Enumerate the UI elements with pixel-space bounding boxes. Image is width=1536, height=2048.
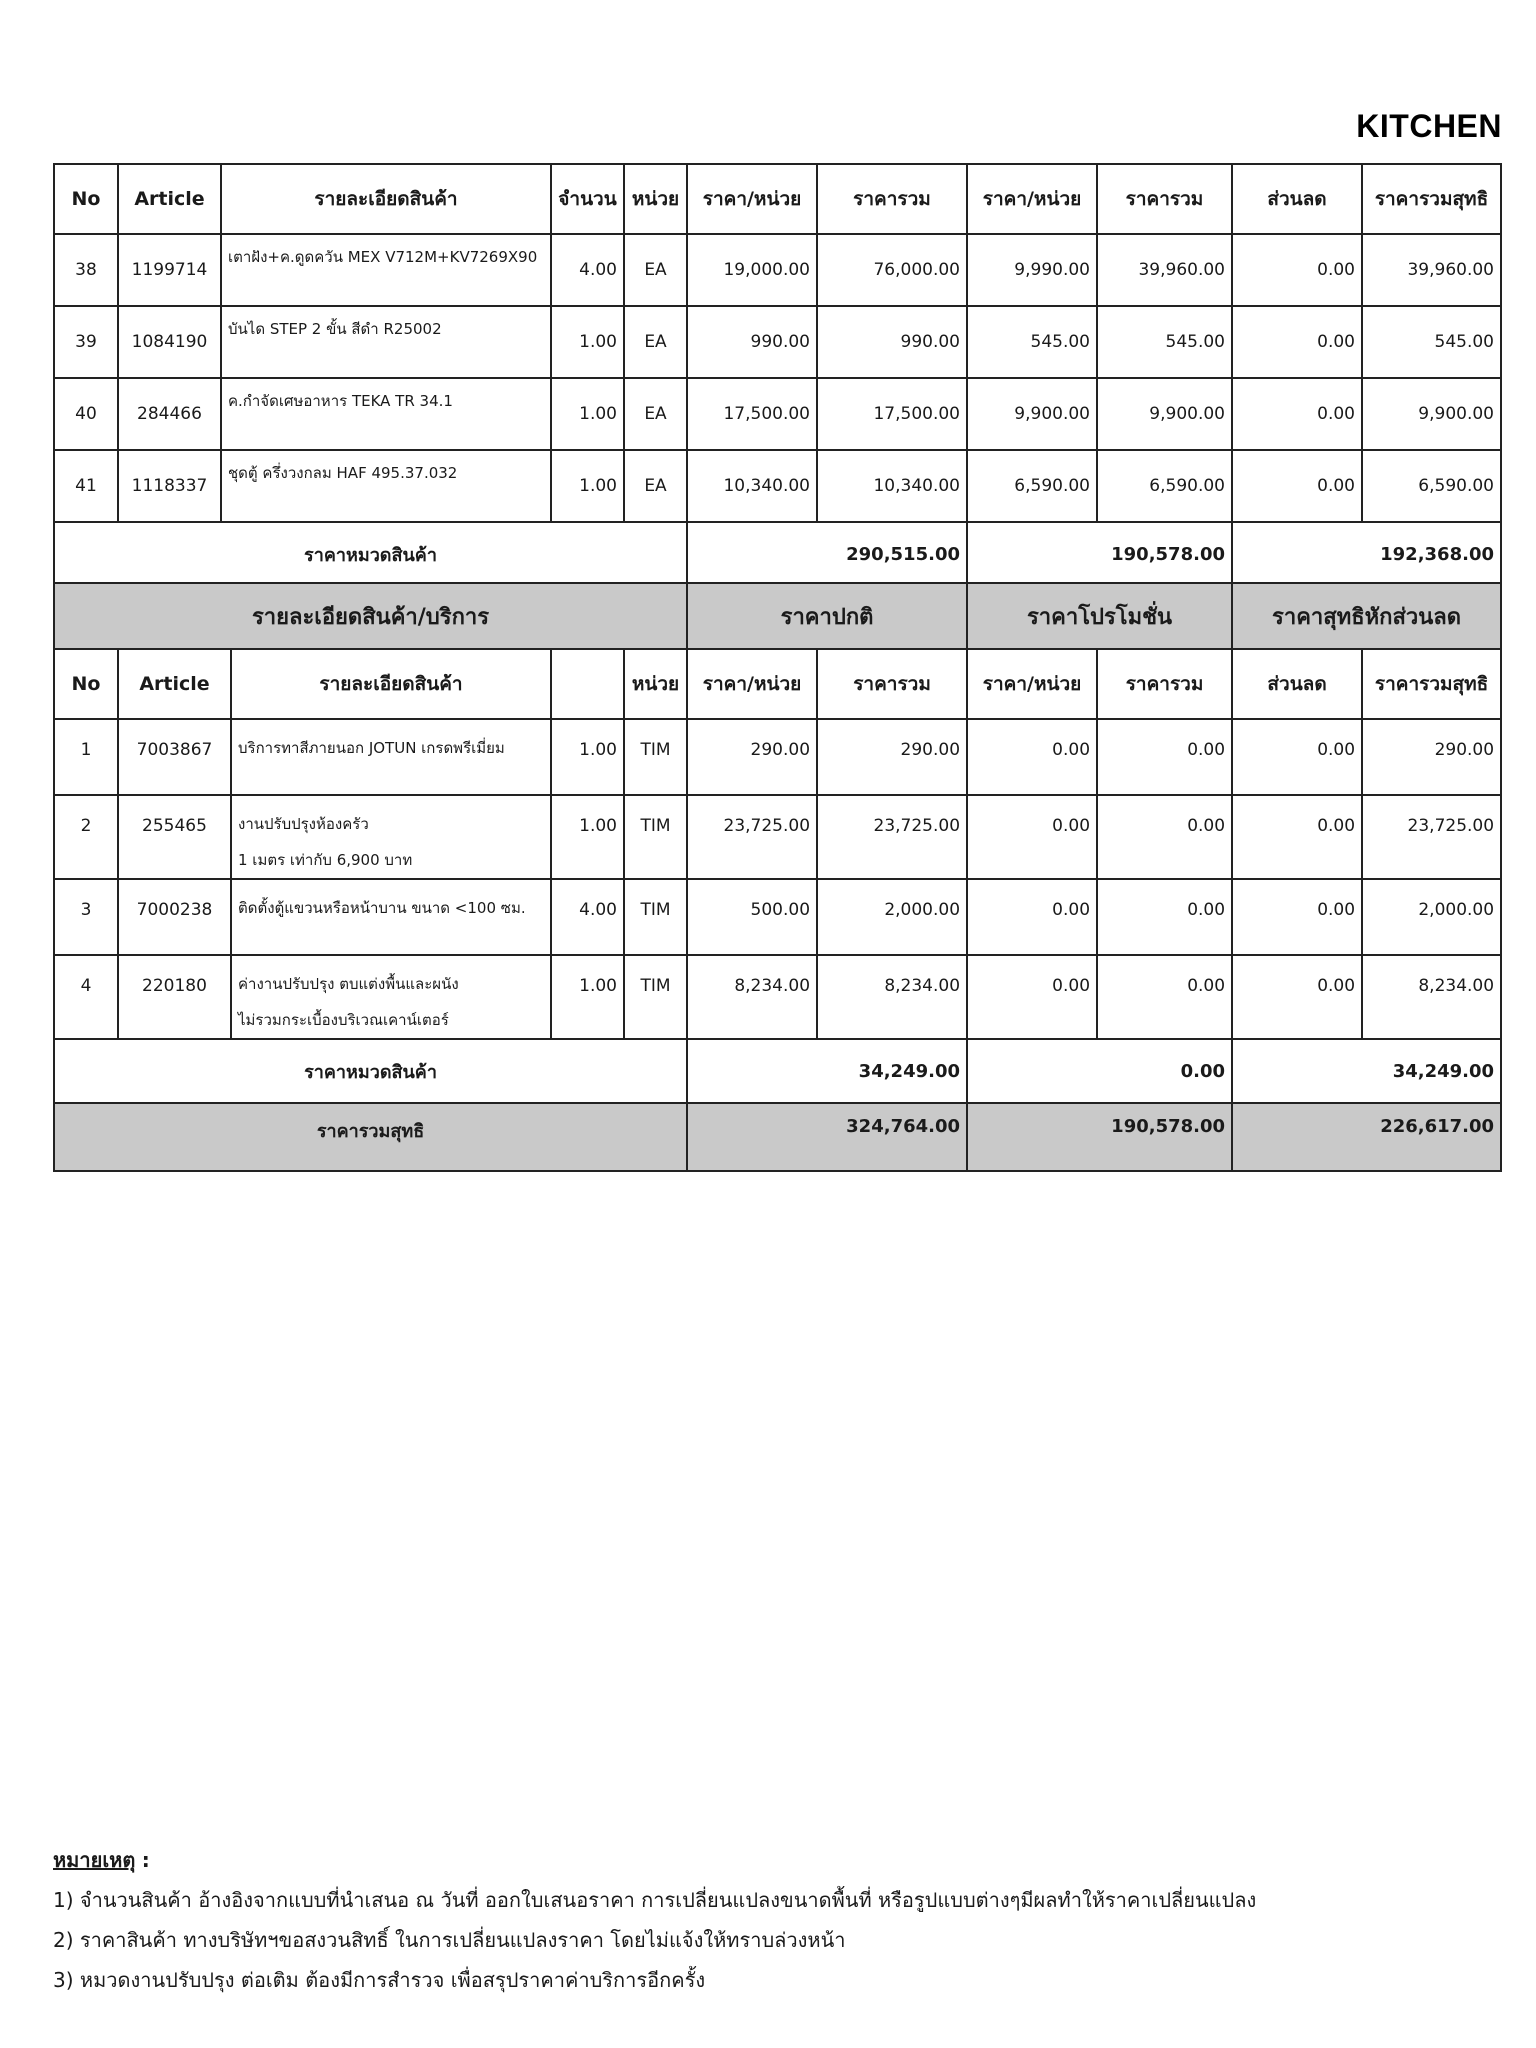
table-row: [54, 719, 1501, 795]
header-cell: ราคารวมสุทธิ: [1362, 164, 1501, 234]
cell-unit-price: 23,725.00: [687, 795, 817, 879]
product-table: [53, 163, 1502, 587]
cell-unit: EA: [624, 378, 687, 450]
cell-desc: ชุดตู้ ครึ่งวงกลม HAF 495.37.032: [221, 450, 551, 522]
note-item: 2) ราคาสินค้า ทางบริษัทฯขอสงวนสิทธิ์ ในการเปลี่ยนแปลงราคา โดยไม่แจ้งให้ทราบล่วงหน้า: [53, 1928, 846, 1952]
header-cell: จำนวน: [551, 164, 624, 234]
header-cell: ราคารวม: [1097, 164, 1232, 234]
note-item: 1) จำนวนสินค้า อ้างอิงจากแบบที่นำเสนอ ณ วันที่ ออกใบเสนอราคา การเปลี่ยนแปลงขนาดพื้นที่ หรือรูปแบบต่างๆมีผลทำให้ราคาเปลี่ยนแปลง: [53, 1888, 1257, 1912]
cell-qty: 1.00: [551, 450, 624, 522]
cell-promo-total: 39,960.00: [1097, 234, 1232, 306]
grand-total: 324,764.00: [687, 1103, 967, 1171]
header-cell: ราคา/หน่วย: [967, 164, 1097, 234]
cell-unit: EA: [624, 306, 687, 378]
table-row: [54, 879, 1501, 955]
notes-heading: หมายเหตุ: [53, 1848, 136, 1872]
group-header-regular: ราคาปกติ: [687, 583, 967, 649]
grand-promo: 190,578.00: [967, 1103, 1232, 1171]
cell-discount: 0.00: [1232, 450, 1362, 522]
cell-net: 23,725.00: [1362, 795, 1501, 879]
cell-promo-unit: 545.00: [967, 306, 1097, 378]
header-cell: รายละเอียดสินค้า: [221, 164, 551, 234]
cell-promo-unit: 0.00: [967, 879, 1097, 955]
cell-article: 284466: [118, 378, 221, 450]
cell-article: 220180: [118, 955, 231, 1039]
grand-net: 226,617.00: [1232, 1103, 1501, 1171]
table-header-row: [54, 164, 1501, 234]
subtotal-net: 34,249.00: [1232, 1039, 1501, 1103]
subtotal-total: 290,515.00: [687, 522, 967, 586]
cell-desc: [231, 795, 551, 879]
subtotal-row: [54, 522, 1501, 586]
cell-promo-total: 0.00: [1097, 879, 1232, 955]
desc-line: บริการทาสีภายนอก JOTUN เกรดพรีเมี่ยม: [238, 739, 505, 757]
cell-unit-price: 10,340.00: [687, 450, 817, 522]
cell-promo-total: 545.00: [1097, 306, 1232, 378]
cell-promo-total: 6,590.00: [1097, 450, 1232, 522]
cell-total: 2,000.00: [817, 879, 967, 955]
cell-discount: 0.00: [1232, 234, 1362, 306]
subtotal-net: 192,368.00: [1232, 522, 1501, 586]
cell-total: 23,725.00: [817, 795, 967, 879]
cell-promo-total: 0.00: [1097, 955, 1232, 1039]
grand-total-row: [54, 1103, 1501, 1171]
cell-no: 38: [54, 234, 118, 306]
cell-desc: [231, 879, 551, 955]
cell-no: 41: [54, 450, 118, 522]
cell-qty: 4.00: [551, 879, 624, 955]
cell-total: 290.00: [817, 719, 967, 795]
cell-promo-unit: 0.00: [967, 795, 1097, 879]
subtotal-promo: 0.00: [967, 1039, 1232, 1103]
header-cell: Article: [118, 649, 231, 719]
cell-desc: บันได STEP 2 ขั้น สีดำ R25002: [221, 306, 551, 378]
header-cell: No: [54, 649, 118, 719]
cell-no: 39: [54, 306, 118, 378]
cell-unit-price: 8,234.00: [687, 955, 817, 1039]
subtotal-total: 34,249.00: [687, 1039, 967, 1103]
table-row: [54, 955, 1501, 1039]
header-cell: Article: [118, 164, 221, 234]
subtotal-row: [54, 1039, 1501, 1103]
cell-qty: 1.00: [551, 955, 624, 1039]
group-header-row: [54, 583, 1501, 649]
cell-no: 40: [54, 378, 118, 450]
header-cell: ราคารวม: [817, 164, 967, 234]
cell-unit-price: 500.00: [687, 879, 817, 955]
subtotal-label: ราคาหมวดสินค้า: [54, 522, 687, 586]
cell-net: 9,900.00: [1362, 378, 1501, 450]
grand-total-label: ราคารวมสุทธิ: [54, 1103, 687, 1171]
desc-line-2: ไม่รวมกระเบื้องบริเวณเคาน์เตอร์: [238, 1011, 449, 1029]
subtotal-label: ราคาหมวดสินค้า: [54, 1039, 687, 1103]
cell-article: 1084190: [118, 306, 221, 378]
cell-qty: 1.00: [551, 719, 624, 795]
header-cell: [551, 649, 624, 719]
cell-qty: 1.00: [551, 306, 624, 378]
cell-promo-total: 9,900.00: [1097, 378, 1232, 450]
table-row: [54, 234, 1501, 306]
group-header-desc: รายละเอียดสินค้า/บริการ: [54, 583, 687, 649]
cell-no: 1: [54, 719, 118, 795]
cell-net: 2,000.00: [1362, 879, 1501, 955]
note-item: 3) หมวดงานปรับปรุง ต่อเติม ต้องมีการสำรวจ เพื่อสรุปราคาค่าบริการอีกครั้ง: [53, 1968, 706, 1992]
cell-article: 7000238: [118, 879, 231, 955]
cell-unit-price: 17,500.00: [687, 378, 817, 450]
cell-discount: 0.00: [1232, 955, 1362, 1039]
desc-line-2: 1 เมตร เท่ากับ 6,900 บาท: [238, 851, 413, 869]
cell-total: 10,340.00: [817, 450, 967, 522]
cell-total: 8,234.00: [817, 955, 967, 1039]
cell-promo-unit: 0.00: [967, 955, 1097, 1039]
cell-net: 39,960.00: [1362, 234, 1501, 306]
table-row: [54, 378, 1501, 450]
subtotal-promo: 190,578.00: [967, 522, 1232, 586]
cell-promo-unit: 0.00: [967, 719, 1097, 795]
cell-desc: เตาฝัง+ค.ดูดควัน MEX V712M+KV7269X90: [221, 234, 551, 306]
desc-line: งานปรับปรุงห้องครัว: [238, 815, 369, 833]
cell-promo-unit: 6,590.00: [967, 450, 1097, 522]
group-header-promo: ราคาโปรโมชั่น: [967, 583, 1232, 649]
cell-desc: [231, 955, 551, 1039]
cell-qty: 1.00: [551, 378, 624, 450]
header-cell: ราคา/หน่วย: [687, 649, 817, 719]
cell-unit: TIM: [624, 795, 687, 879]
cell-total: 990.00: [817, 306, 967, 378]
table-row: [54, 306, 1501, 378]
service-table: [53, 582, 1502, 1172]
cell-unit-price: 19,000.00: [687, 234, 817, 306]
group-header-net: ราคาสุทธิหักส่วนลด: [1232, 583, 1501, 649]
table-row: [54, 450, 1501, 522]
cell-net: 6,590.00: [1362, 450, 1501, 522]
cell-promo-total: 0.00: [1097, 719, 1232, 795]
cell-qty: 1.00: [551, 795, 624, 879]
desc-line: ติดตั้งตู้แขวนหรือหน้าบาน ขนาด <100 ซม.: [238, 899, 526, 917]
cell-no: 4: [54, 955, 118, 1039]
header-cell: หน่วย: [624, 649, 687, 719]
table-row: [54, 795, 1501, 879]
cell-article: 1118337: [118, 450, 221, 522]
cell-promo-unit: 9,990.00: [967, 234, 1097, 306]
cell-net: 545.00: [1362, 306, 1501, 378]
cell-discount: 0.00: [1232, 879, 1362, 955]
header-cell: ราคารวม: [1097, 649, 1232, 719]
cell-unit: TIM: [624, 955, 687, 1039]
cell-unit: TIM: [624, 719, 687, 795]
desc-line: ค่างานปรับปรุง ตบแต่งพื้นและผนัง: [238, 975, 459, 993]
table-header-row: [54, 649, 1501, 719]
cell-unit: EA: [624, 450, 687, 522]
cell-net: 8,234.00: [1362, 955, 1501, 1039]
cell-unit: EA: [624, 234, 687, 306]
cell-no: 3: [54, 879, 118, 955]
header-cell: ราคา/หน่วย: [687, 164, 817, 234]
header-cell: ส่วนลด: [1232, 164, 1362, 234]
cell-promo-unit: 9,900.00: [967, 378, 1097, 450]
page-title: KITCHEN: [1356, 108, 1502, 144]
header-cell: รายละเอียดสินค้า: [231, 649, 551, 719]
header-cell: ราคา/หน่วย: [967, 649, 1097, 719]
cell-discount: 0.00: [1232, 306, 1362, 378]
cell-qty: 4.00: [551, 234, 624, 306]
cell-article: 255465: [118, 795, 231, 879]
cell-total: 17,500.00: [817, 378, 967, 450]
notes-heading-line: หมายเหตุ :: [53, 1848, 150, 1872]
cell-promo-total: 0.00: [1097, 795, 1232, 879]
cell-net: 290.00: [1362, 719, 1501, 795]
header-cell: หน่วย: [624, 164, 687, 234]
cell-unit: TIM: [624, 879, 687, 955]
cell-discount: 0.00: [1232, 719, 1362, 795]
cell-no: 2: [54, 795, 118, 879]
notes-section: [53, 1840, 1256, 2000]
header-cell: ราคารวม: [817, 649, 967, 719]
header-cell: No: [54, 164, 118, 234]
cell-discount: 0.00: [1232, 378, 1362, 450]
header-cell: ราคารวมสุทธิ: [1362, 649, 1501, 719]
cell-desc: [231, 719, 551, 795]
cell-article: 7003867: [118, 719, 231, 795]
cell-unit-price: 290.00: [687, 719, 817, 795]
header-cell: ส่วนลด: [1232, 649, 1362, 719]
cell-desc: ค.กำจัดเศษอาหาร TEKA TR 34.1: [221, 378, 551, 450]
cell-discount: 0.00: [1232, 795, 1362, 879]
cell-total: 76,000.00: [817, 234, 967, 306]
cell-article: 1199714: [118, 234, 221, 306]
cell-unit-price: 990.00: [687, 306, 817, 378]
